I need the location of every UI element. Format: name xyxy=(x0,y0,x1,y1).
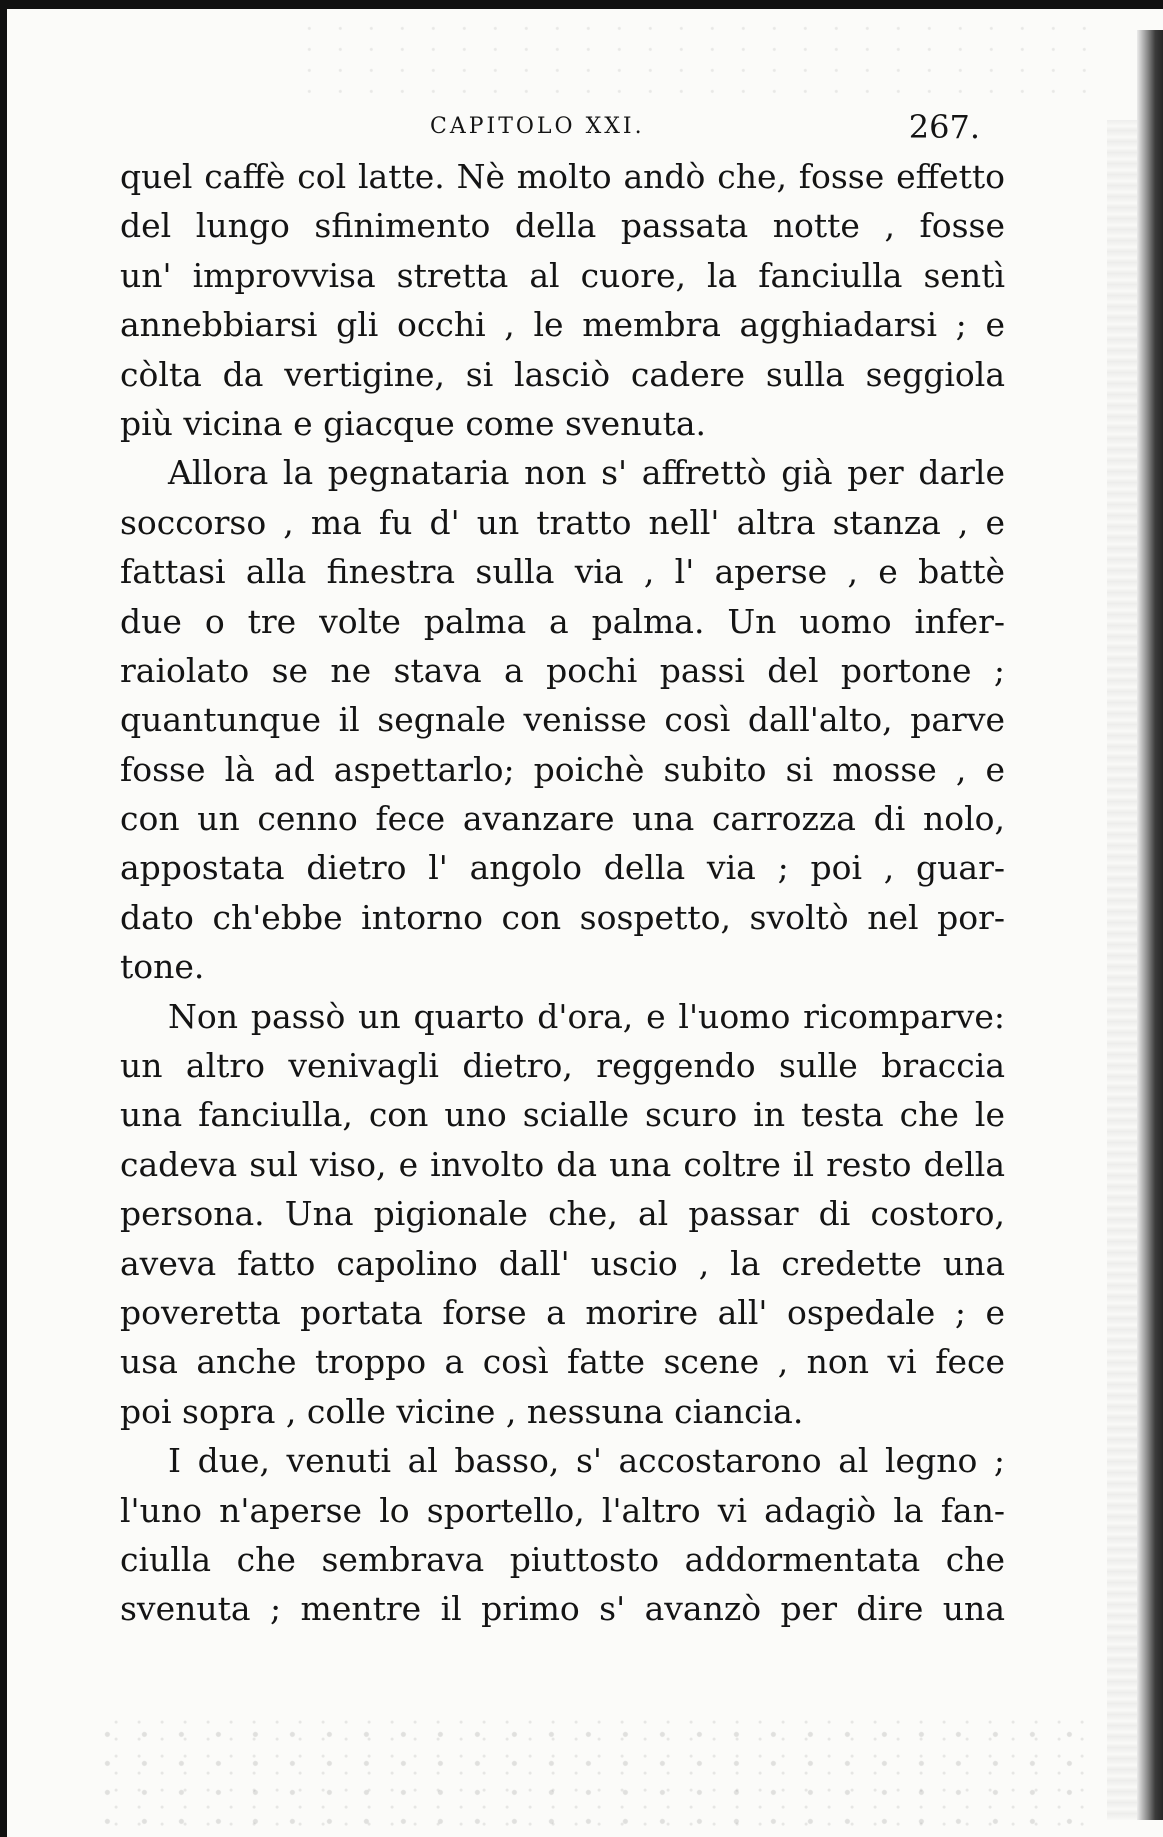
text-line: annebbiarsi gli occhi , le membra agghiadarsi ; e xyxy=(120,305,1005,345)
text-line: ciulla che sembrava piuttosto addormentata che xyxy=(120,1539,1005,1579)
scan-gutter-shadow xyxy=(1107,120,1137,1820)
running-head: CAPITOLO XXI. xyxy=(430,114,645,139)
text-line: appostata dietro l' angolo della via ; poi , guar- xyxy=(120,848,1005,888)
scan-border-top xyxy=(0,0,1163,9)
text-line: fattasi alla finestra sulla via , l' aperse , e battè xyxy=(120,552,1005,592)
text-line: una fanciulla, con uno scialle scuro in testa che le xyxy=(120,1095,1005,1135)
text-line: poveretta portata forse a morire all' ospedale ; e xyxy=(120,1292,1005,1332)
text-line: I due, venuti al basso, s' accostarono al legno ; xyxy=(168,1441,1005,1481)
text-line: del lungo sfinimento della passata notte , fosse xyxy=(120,206,1005,246)
scan-noise-bottom xyxy=(100,1717,1100,1837)
paragraph xyxy=(120,1436,1005,1634)
text-line: persona. Una pigionale che, al passar di costoro, xyxy=(120,1194,1005,1234)
text-line: un' improvvisa stretta al cuore, la fanciulla sentì xyxy=(120,255,1005,295)
text-line: cadeva sul viso, e involto da una coltre il resto della xyxy=(120,1144,1005,1184)
scan-border-right xyxy=(1137,30,1163,1820)
page-number: 267. xyxy=(908,108,980,146)
text-line: Non passò un quarto d'ora, e l'uomo ricomparve: xyxy=(168,996,1005,1036)
text-line: quel caffè col latte. Nè molto andò che, fosse effetto xyxy=(120,157,1005,196)
paragraph xyxy=(120,992,1005,1437)
text-line: còlta da vertigine, si lasciò cadere sulla seggiola xyxy=(120,354,1005,394)
text-line: quantunque il segnale venisse così dall'alto, parve xyxy=(120,700,1005,740)
paragraph xyxy=(120,152,1005,448)
scan-noise-top xyxy=(300,20,1100,100)
text-line: Allora la pegnataria non s' affrettò già per darle xyxy=(168,453,1005,493)
text-line: con un cenno fece avanzare una carrozza di nolo, xyxy=(120,799,1005,839)
scan-border-left xyxy=(0,0,7,1837)
text-line: più vicina e giacque come svenuta. xyxy=(120,403,707,443)
text-line: fosse là ad aspettarlo; poichè subito si mosse , e xyxy=(120,749,1005,789)
text-line: aveva fatto capolino dall' uscio , la credette una xyxy=(120,1243,1005,1283)
text-line: poi sopra , colle vicine , nessuna ciancia. xyxy=(120,1391,804,1431)
text-line: raiolato se ne stava a pochi passi del portone ; xyxy=(120,650,1005,690)
paragraph xyxy=(120,448,1005,991)
body-text xyxy=(120,152,1005,1634)
text-line: l'uno n'aperse lo sportello, l'altro vi adagiò la fan- xyxy=(120,1490,1005,1530)
text-line: due o tre volte palma a palma. Un uomo infer- xyxy=(120,601,1005,641)
page-header xyxy=(120,108,1000,148)
text-line: tone. xyxy=(120,947,205,987)
text-line: soccorso , ma fu d' un tratto nell' altra stanza , e xyxy=(120,502,1005,542)
text-line: usa anche troppo a così fatte scene , non vi fece xyxy=(120,1342,1005,1382)
text-line: svenuta ; mentre il primo s' avanzò per dire una xyxy=(120,1589,1005,1629)
text-line: dato ch'ebbe intorno con sospetto, svoltò nel por- xyxy=(120,897,1005,937)
text-line: un altro venivagli dietro, reggendo sulle braccia xyxy=(120,1046,1005,1086)
